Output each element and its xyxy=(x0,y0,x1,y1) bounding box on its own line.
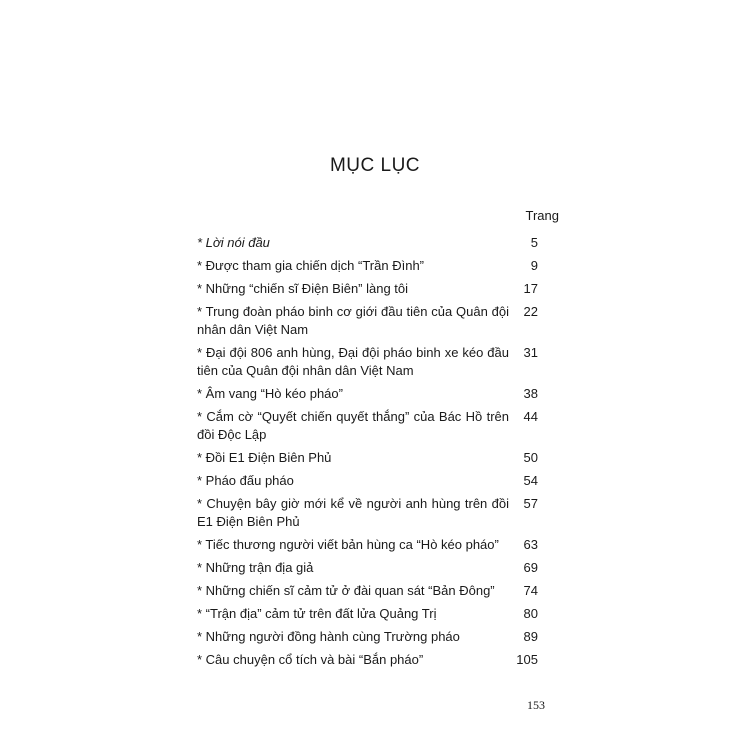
toc-entry-page: 5 xyxy=(530,235,538,250)
toc-entry-title: * Đồi E1 Điện Biên Phủ xyxy=(197,450,332,465)
toc-entry xyxy=(197,257,545,275)
toc-entry-title: * Chuyện bây giờ mới kể về người anh hùng trên đồi E1 Điện Biên Phủ xyxy=(197,496,509,529)
toc-entry-title: * Câu chuyện cổ tích và bài “Bắn pháo” xyxy=(197,652,424,667)
toc-entry-title: * Âm vang “Hò kéo pháo” xyxy=(197,386,343,401)
toc-entry-page: 54 xyxy=(523,473,538,488)
toc-entry-title: * Những chiến sĩ cảm tử ở đài quan sát “Bản Đông” xyxy=(197,583,495,598)
toc-entry-title: * Những người đồng hành cùng Trường pháo xyxy=(197,629,460,644)
toc-entry xyxy=(197,536,545,554)
toc-entry xyxy=(197,495,545,531)
toc-entry xyxy=(197,303,545,339)
toc-entry-page: 22 xyxy=(523,304,538,319)
page-number: 153 xyxy=(527,698,545,712)
toc-entry-page: 57 xyxy=(523,496,538,511)
toc-entry-title: * Đại đội 806 anh hùng, Đại đội pháo binh xe kéo đầu tiên của Quân đội nhân dân Việt Nam xyxy=(197,345,509,378)
toc-entry-page: 50 xyxy=(523,450,538,465)
table-of-contents xyxy=(197,234,545,674)
toc-entry-page: 31 xyxy=(523,345,538,360)
toc-entry-title: * Những “chiến sĩ Điện Biên” làng tôi xyxy=(197,281,409,296)
toc-entry-page: 105 xyxy=(516,652,538,667)
toc-entry xyxy=(197,582,545,600)
toc-entry-page: 9 xyxy=(530,258,538,273)
toc-entry-page: 38 xyxy=(523,386,538,401)
page-title: MỤC LỤC xyxy=(329,154,421,176)
toc-entry-title: * Được tham gia chiến dịch “Trần Đình” xyxy=(197,258,424,273)
toc-entry-page: 74 xyxy=(523,583,538,598)
toc-entry-title: * Những trận địa giả xyxy=(197,560,314,575)
toc-entry-page: 44 xyxy=(523,409,538,424)
toc-entry xyxy=(197,408,545,444)
toc-entry-title: * Tiếc thương người viết bản hùng ca “Hò kéo pháo” xyxy=(197,537,499,552)
toc-entry-title: * Trung đoàn pháo binh cơ giới đầu tiên của Quân đội nhân dân Việt Nam xyxy=(197,304,509,337)
toc-entry-title: * Lời nói đầu xyxy=(197,235,270,250)
toc-entry xyxy=(197,280,545,298)
toc-entry xyxy=(197,344,545,380)
toc-entry-title: * Pháo đấu pháo xyxy=(197,473,294,488)
toc-entry-page: 69 xyxy=(523,560,538,575)
toc-entry-title: * Cắm cờ “Quyết chiến quyết thắng” của Bác Hồ trên đồi Độc Lập xyxy=(197,409,509,442)
toc-entry xyxy=(197,449,545,467)
page-column-label: Trang xyxy=(525,208,559,223)
toc-entry-page: 17 xyxy=(523,281,538,296)
toc-entry xyxy=(197,605,545,623)
toc-entry-page: 89 xyxy=(523,629,538,644)
toc-entry-page: 80 xyxy=(523,606,538,621)
toc-entry xyxy=(197,472,545,490)
toc-entry-title: * “Trận địa” cảm tử trên đất lửa Quảng Trị xyxy=(197,606,437,621)
toc-entry-page: 63 xyxy=(523,537,538,552)
toc-entry xyxy=(197,628,545,646)
toc-entry xyxy=(197,651,545,669)
toc-entry xyxy=(197,234,545,252)
toc-entry xyxy=(197,559,545,577)
toc-entry xyxy=(197,385,545,403)
